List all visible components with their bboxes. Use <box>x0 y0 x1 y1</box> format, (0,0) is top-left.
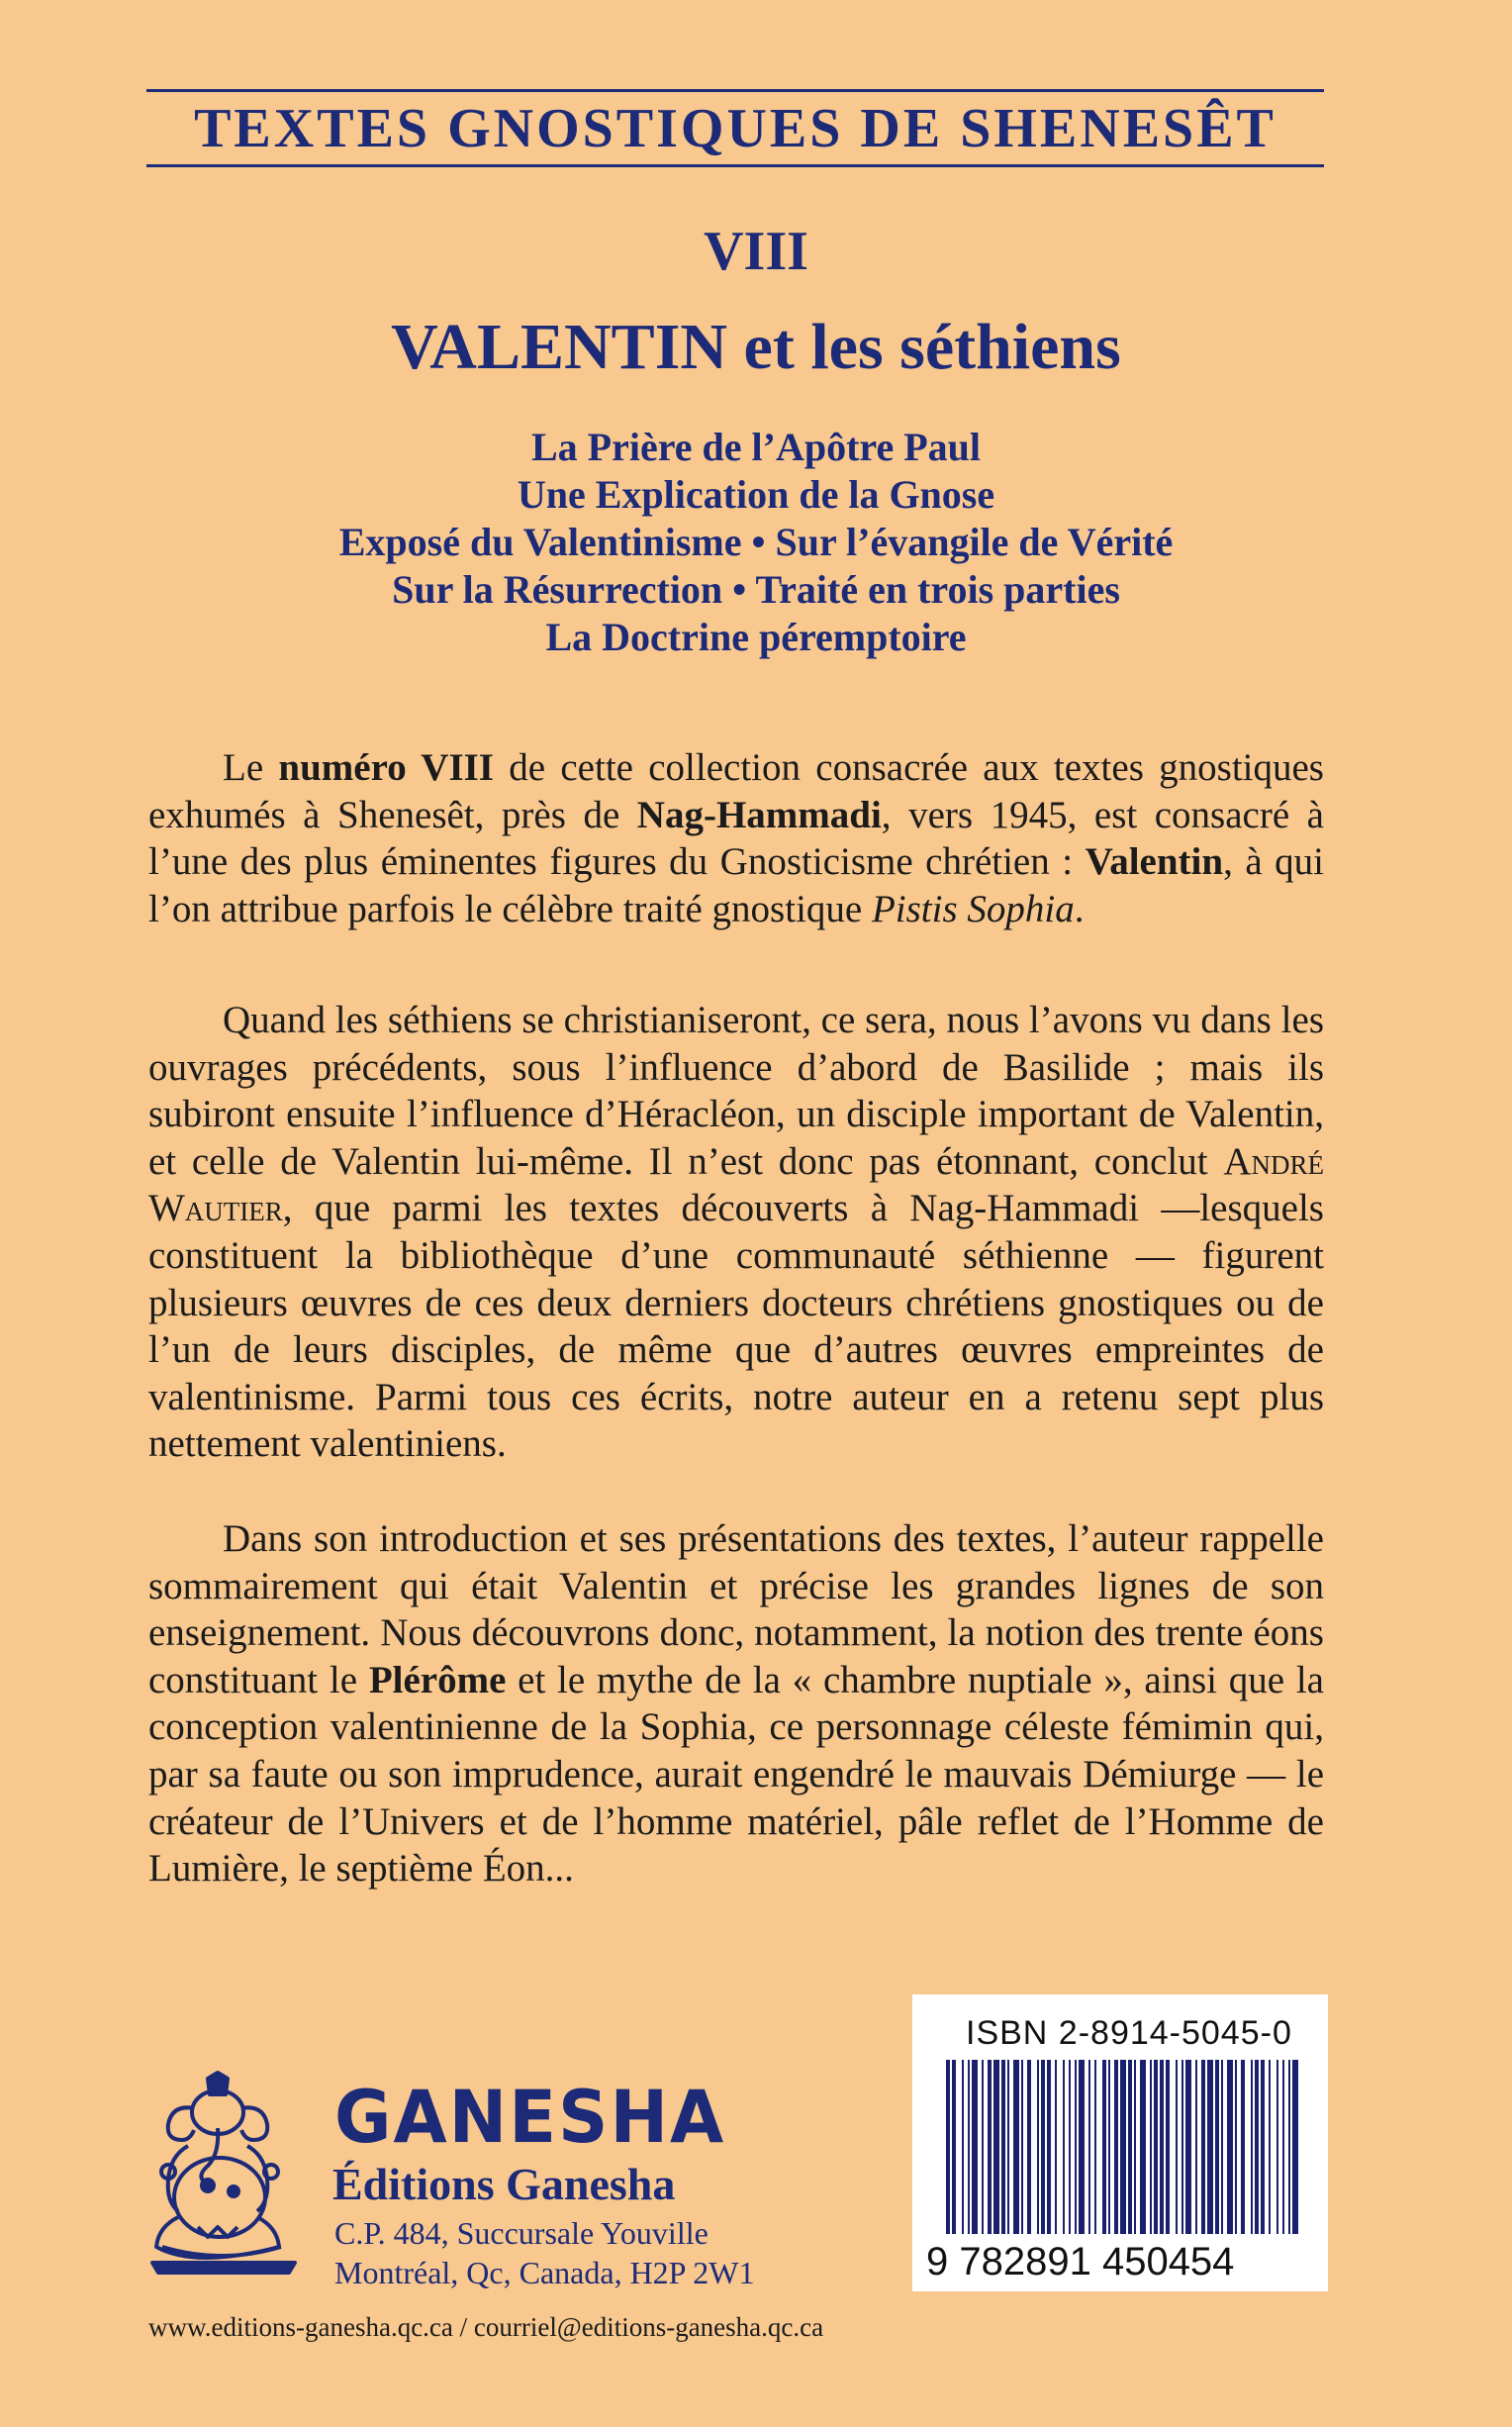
barcode-bar <box>1094 2060 1096 2234</box>
barcode-bar <box>1160 2060 1164 2234</box>
volume-number: VIII <box>704 221 808 282</box>
bold-run: Nag-Hammadi <box>636 793 882 836</box>
barcode-bar <box>952 2060 956 2234</box>
barcode-bar <box>982 2060 984 2234</box>
barcode-bar <box>1140 2060 1146 2234</box>
barcode-bar <box>1069 2060 1071 2234</box>
barcode-bar <box>1088 2060 1090 2234</box>
publisher-address-line: Montréal, Qc, Canada, H2P 2W1 <box>334 2255 755 2290</box>
top-rule <box>146 89 1324 92</box>
barcode-bar <box>1185 2060 1191 2234</box>
text-run: Dans son introduction et ses présentations des textes, l’auteur rappelle sommairement qui était Valentin et précise les grandes lignes de son enseignement. Nous découvrons donc, notamment, la notion des trente éons constituant le <box>148 1517 1324 1701</box>
barcode-bar <box>968 2060 970 2234</box>
barcode-bar <box>1001 2060 1005 2234</box>
italic-run: Pistis Sophia <box>871 887 1075 930</box>
contents-item: Sur la Résurrection • Traité en trois parties <box>392 567 1120 612</box>
text-run: Le <box>223 746 279 789</box>
book-title: VALENTIN et les séthiens <box>391 311 1121 383</box>
text-run: Quand les séthiens se christianiseront, ce sera, nous l’avons vu dans les ouvrages précédents, sous l’influence d’abord de Basilide ; mais ils subiront ensuite l’influence d’Héracléon, un disciple important de Valentin, et celle de Valentin lui-même. Il n’est donc pas étonnant, conclut <box>148 999 1324 1183</box>
author-name: André Wautier <box>148 1139 1324 1230</box>
contents-list <box>0 424 1512 661</box>
barcode-bar <box>993 2060 999 2234</box>
barcode-digits: 9 782891 450454 <box>926 2240 1235 2283</box>
barcode-bar <box>1251 2060 1253 2234</box>
barcode-bar <box>1227 2060 1233 2234</box>
barcode-bar <box>1288 2060 1290 2234</box>
barcode-bar <box>1102 2060 1106 2234</box>
barcode-bar <box>946 2060 950 2234</box>
text-run: . <box>1074 887 1085 930</box>
ganesha-figure-icon <box>139 2069 307 2277</box>
barcode-bar <box>1282 2060 1284 2234</box>
barcode-bar <box>1075 2060 1077 2234</box>
description-paragraph-2 <box>148 997 1324 1468</box>
bold-run: Valentin <box>1085 840 1224 884</box>
barcode-bar <box>1079 2060 1085 2234</box>
barcode-bar <box>1120 2060 1126 2234</box>
barcode-bar <box>972 2060 978 2234</box>
barcode-bar <box>1041 2060 1045 2234</box>
barcode-bar <box>1166 2060 1170 2234</box>
barcode-bar <box>1255 2060 1259 2234</box>
contents-item: La Doctrine péremptoire <box>545 615 967 659</box>
barcode-bar <box>1221 2060 1223 2234</box>
barcode-bar <box>1150 2060 1152 2234</box>
barcode-bar <box>1292 2060 1298 2234</box>
barcode-bar <box>1013 2060 1019 2234</box>
series-underline <box>146 164 1324 167</box>
contents-item: Exposé du Valentinisme • Sur l’évangile de Vérité <box>338 520 1174 564</box>
text-run: , que parmi les textes découverts à Nag-Hammadi —lesquels constituent la bibliothèque d’une communauté séthienne — figurent plusieurs œuvres de ces deux derniers docteurs chrétiens gnostiques ou de l’un de leurs disciples, de même que d’autres œuvres empreintes de valentinisme. Parmi tous ces écrits, notre auteur en a retenu sept plus nettement valentiniens. <box>148 1187 1324 1466</box>
barcode-bar <box>1134 2060 1136 2234</box>
barcode-bar <box>1176 2060 1178 2234</box>
barcode-bar <box>1235 2060 1237 2234</box>
barcode-bar <box>1241 2060 1245 2234</box>
barcode <box>942 2060 1308 2234</box>
barcode-bar <box>1181 2060 1183 2234</box>
barcode-bar <box>1215 2060 1219 2234</box>
barcode-bar <box>1207 2060 1213 2234</box>
contents-item: La Prière de l’Apôtre Paul <box>531 425 981 469</box>
description-paragraph-3 <box>148 1515 1324 1893</box>
description-paragraph-1 <box>148 744 1324 932</box>
series-title: TEXTES GNOSTIQUES DE SHENESÊT <box>194 98 1276 159</box>
barcode-bar <box>1108 2060 1110 2234</box>
barcode-bar <box>1201 2060 1205 2234</box>
isbn-label: ISBN 2-8914-5045-0 <box>966 2014 1292 2052</box>
barcode-bar <box>988 2060 992 2234</box>
publisher-address-line: C.P. 484, Succursale Youville <box>334 2215 709 2251</box>
barcode-bar <box>1195 2060 1197 2234</box>
bold-run: Plérôme <box>368 1658 507 1701</box>
contents-item: Une Explication de la Gnose <box>517 472 995 517</box>
barcode-bar <box>1276 2060 1278 2234</box>
barcode-bar <box>962 2060 964 2234</box>
isbn-box <box>912 1994 1328 2291</box>
barcode-bar <box>1007 2060 1009 2234</box>
barcode-bar <box>1128 2060 1132 2234</box>
barcode-bar <box>1027 2060 1031 2234</box>
bold-run: numéro VIII <box>278 746 494 789</box>
barcode-bar <box>1021 2060 1023 2234</box>
text-run: , à qui l’on attribue parfois le célèbre traité gnostique <box>148 840 1324 930</box>
barcode-bar <box>1154 2060 1158 2234</box>
text-run: de cette collection consacrée aux textes gnostiques exhumés à Shenesêt, près de <box>148 746 1324 836</box>
barcode-bar <box>1047 2060 1051 2234</box>
publisher-contact: www.editions-ganesha.qc.ca / courriel@editions-ganesha.qc.ca <box>148 2312 824 2342</box>
barcode-bar <box>1055 2060 1057 2234</box>
barcode-bar <box>1063 2060 1065 2234</box>
barcode-bar <box>1114 2060 1118 2234</box>
text-run: et le mythe de la « chambre nuptiale », ainsi que la conception valentinienne de la Sophia, ce personnage céleste fémimin qui, par sa faute ou son imprudence, aurait engendré le mauvais Démiurge — le créateur de l’Univers et de l’homme matériel, pâle reflet de l’Homme de Lumière, le septième Éon... <box>148 1658 1324 1891</box>
publisher-logotype: GANESHA <box>334 2074 726 2160</box>
barcode-bar <box>1269 2060 1271 2234</box>
barcode-bar <box>1037 2060 1039 2234</box>
publisher-name: Éditions Ganesha <box>332 2159 676 2209</box>
barcode-bar <box>1261 2060 1265 2234</box>
text-run: , vers 1945, est consacré à l’une des plus éminentes figures du Gnosticisme chrétien : <box>148 793 1324 884</box>
